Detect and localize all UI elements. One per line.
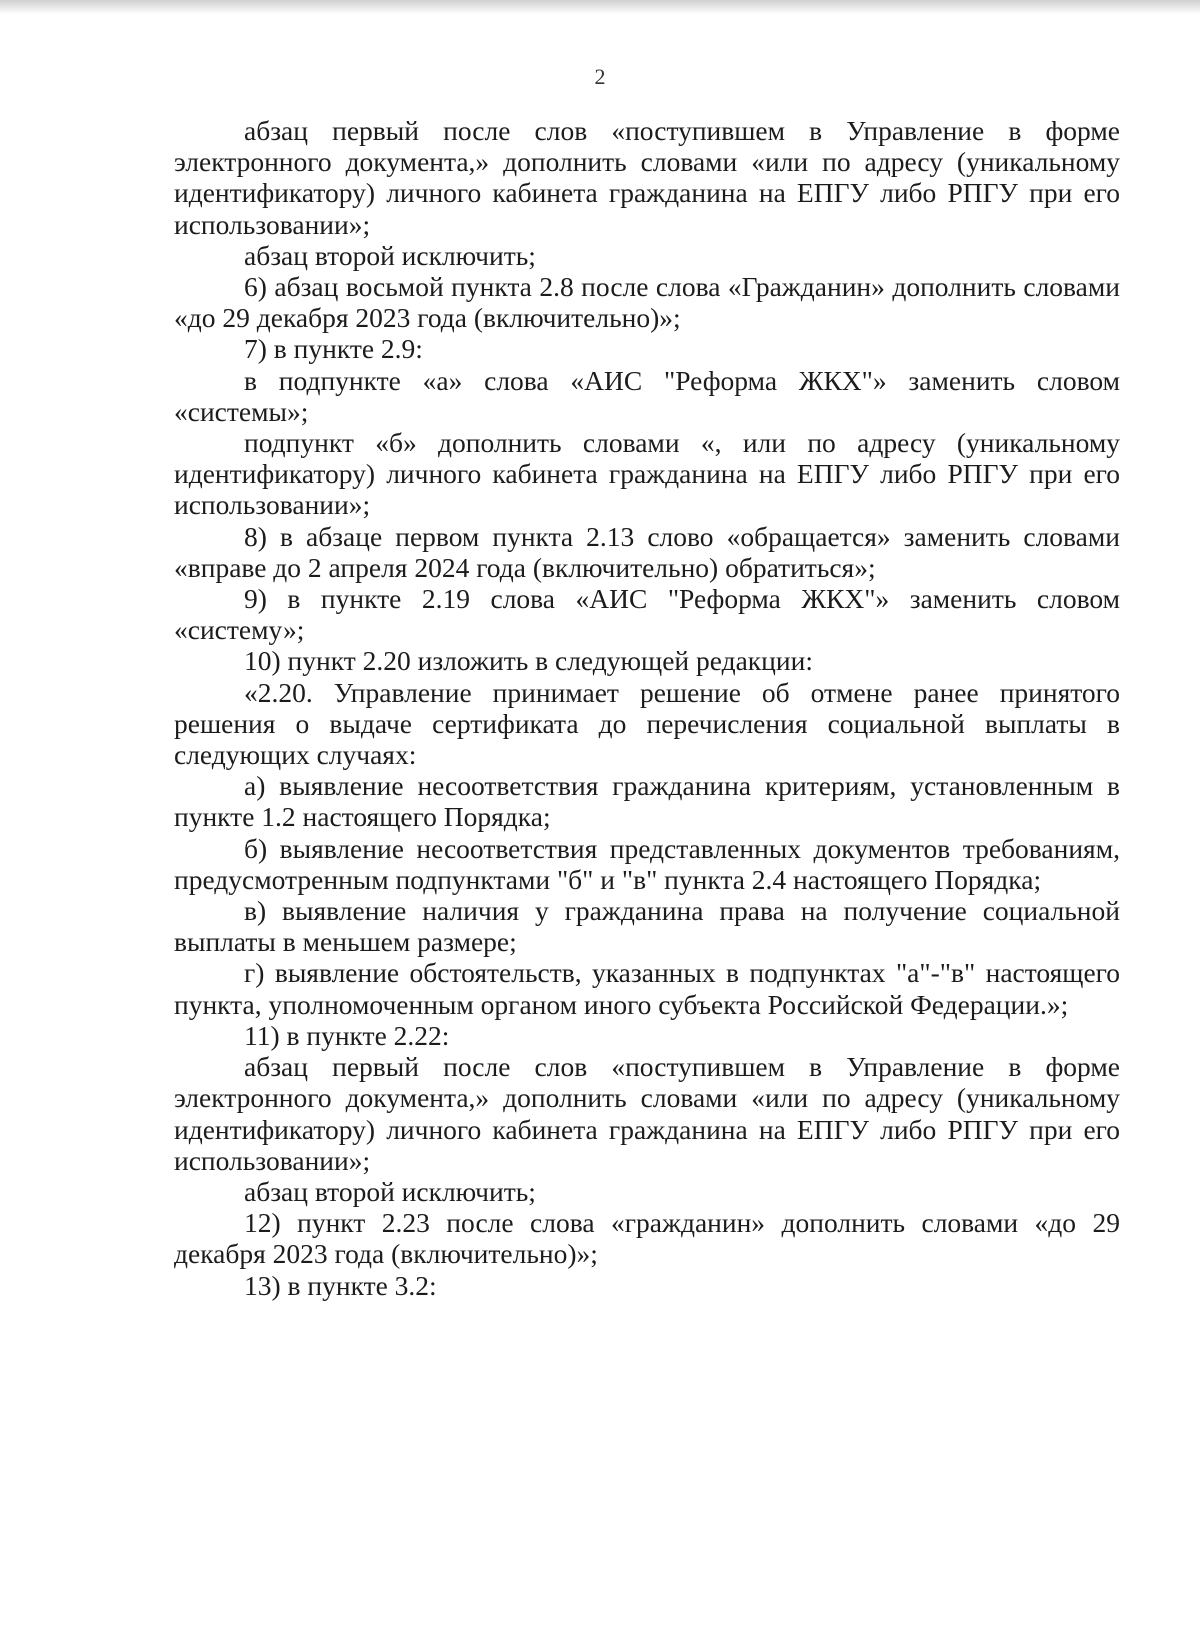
- page-number: 2: [594, 64, 606, 89]
- paragraph-18: 12) пункт 2.23 после слова «гражданин» дополнить словами «до 29 декабря 2023 года (включительно)»;: [174, 1207, 1120, 1270]
- paragraph-13: в) выявление наличия у гражданина права на получение социальной выплаты в меньшем размере;: [174, 895, 1120, 958]
- paragraph-14: г) выявление обстоятельств, указанных в подпунктах "а"-"в" настоящего пункта, уполномоченным органом иного субъекта Российской Федерации.»;: [174, 957, 1120, 1020]
- paragraph-8: 9) в пункте 2.19 слова «АИС "Реформа ЖКХ"» заменить словом «систему»;: [174, 583, 1120, 646]
- paragraph-6: подпункт «б» дополнить словами «, или по адресу (уникальному идентификатору) личного кабинета гражданина на ЕПГУ либо РПГУ при его использовании»;: [174, 427, 1120, 521]
- paragraph-19: 13) в пункте 3.2:: [244, 1269, 437, 1301]
- paragraph-11: а) выявление несоответствия гражданина критериям, установленным в пункте 1.2 настоящего Порядка;: [174, 770, 1120, 833]
- paragraph-17: абзац второй исключить;: [244, 1175, 536, 1207]
- paragraph-7: 8) в абзаце первом пункта 2.13 слово «обращается» заменить словами «вправе до 2 апреля 2024 года (включительно) обратиться»;: [174, 520, 1120, 583]
- paragraph-1: абзац первый после слов «поступившем в Управление в форме электронного документа,» дополнить словами «или по адресу (уникальному идентификатору) личного кабинета гражданина на ЕПГУ либо РПГУ при его использовании»;: [174, 115, 1120, 240]
- document-body: [174, 115, 1120, 1301]
- paragraph-2: абзац второй исключить;: [244, 239, 536, 271]
- paragraph-3: 6) абзац восьмой пункта 2.8 после слова «Гражданин» дополнить словами «до 29 декабря 2023 года (включительно)»;: [174, 271, 1120, 334]
- scan-edge: [0, 0, 1200, 14]
- paragraph-9: 10) пункт 2.20 изложить в следующей редакции:: [244, 645, 813, 677]
- paragraph-15: 11) в пункте 2.22:: [244, 1019, 450, 1051]
- paragraph-10: «2.20. Управление принимает решение об отмене ранее принятого решения о выдаче сертификата до перечисления социальной выплаты в следующих случаях:: [174, 676, 1120, 771]
- paragraph-12: б) выявление несоответствия представленных документов требованиям, предусмотренным подпунктами "б" и "в" пункта 2.4 настоящего Порядка;: [174, 832, 1120, 895]
- paragraph-16: абзац первый после слов «поступившем в Управление в форме электронного документа,» дополнить словами «или по адресу (уникальному идентификатору) личного кабинета гражданина на ЕПГУ либо РПГУ при его использовании»;: [174, 1051, 1120, 1176]
- paragraph-4: 7) в пункте 2.9:: [244, 333, 423, 365]
- paragraph-5: в подпункте «а» слова «АИС "Реформа ЖКХ"» заменить словом «системы»;: [174, 364, 1120, 427]
